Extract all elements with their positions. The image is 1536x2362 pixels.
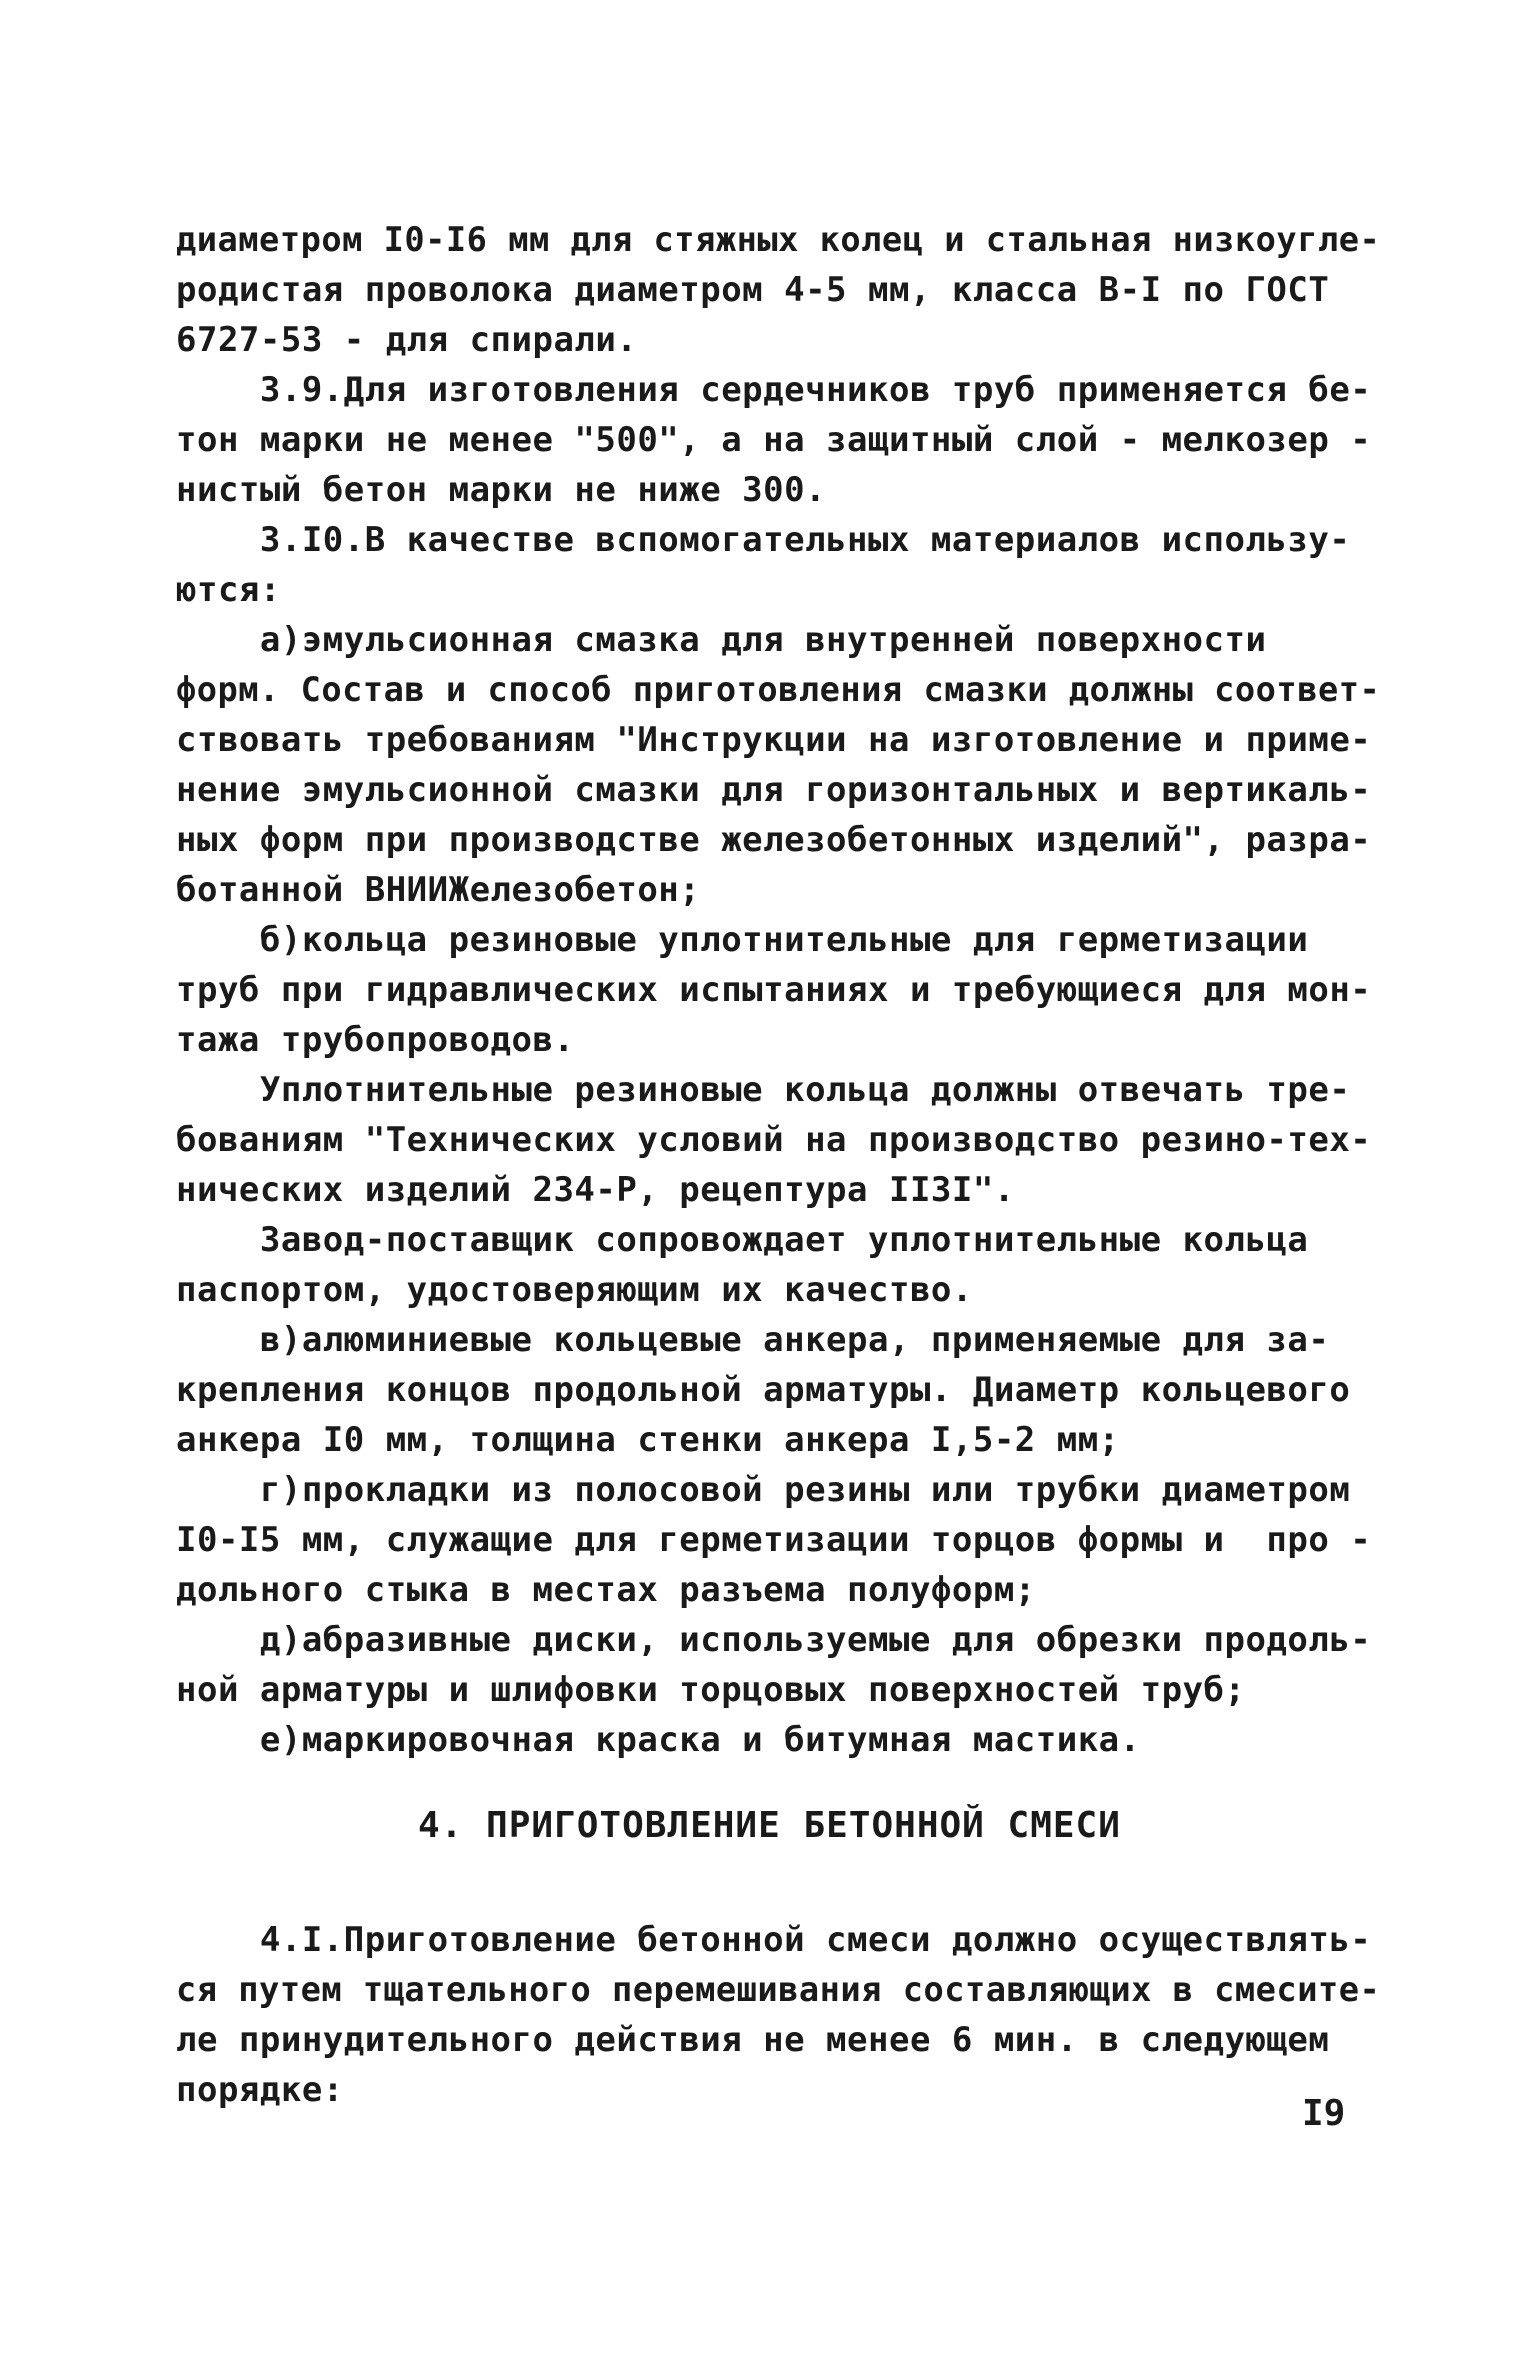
text-line: д)абразивные диски, используемые для обрезки продоль- — [176, 1620, 1372, 1660]
text-line: Уплотнительные резиновые кольца должны отвечать тре- — [176, 1070, 1351, 1110]
text-line: б)кольца резиновые уплотнительные для герметизации — [176, 920, 1309, 960]
text-line: нение эмульсионной смазки для горизонтальных и вертикаль- — [176, 770, 1372, 810]
text-line: труб при гидравлических испытаниях и требующиеся для мон- — [176, 970, 1372, 1010]
text-line: форм. Состав и способ приготовления смазки должны соответ- — [176, 670, 1381, 709]
text-line: порядке: — [176, 2070, 344, 2110]
text-line: нистый бетон марки не ниже 300. — [176, 470, 827, 510]
text-line: ются: — [176, 570, 281, 610]
text-line: тон марки не менее "500", а на защитный слой - мелкозер - — [176, 420, 1372, 460]
text-line: ся путем тщательного перемешивания составляющих в смесите- — [176, 1970, 1381, 2009]
text-line: ствовать требованиям "Инструкции на изготовление и приме- — [176, 720, 1372, 760]
text-line: тажа трубопроводов. — [176, 1020, 575, 1060]
page-number: I9 — [1302, 2093, 1346, 2134]
text-line: е)маркировочная краска и битумная мастика. — [176, 1720, 1141, 1760]
text-line: I0-I5 мм, служащие для герметизации торцов формы и про - — [176, 1520, 1372, 1560]
section-heading: 4. ПРИГОТОВЛЕНИЕ БЕТОННОЙ СМЕСИ — [418, 1805, 1121, 1846]
text-line: анкера I0 мм, толщина стенки анкера I,5-2 мм; — [176, 1420, 1120, 1460]
text-line: 3.9.Для изготовления сердечников труб применяется бе- — [176, 370, 1372, 410]
text-line: ных форм при производстве железобетонных изделий", разра- — [176, 820, 1372, 860]
text-line: 3.I0.В качестве вспомогательных материалов использу- — [176, 520, 1351, 560]
text-line: в)алюминиевые кольцевые анкера, применяемые для за- — [176, 1320, 1330, 1360]
text-line: ботанной ВНИИЖелезобетон; — [176, 870, 701, 910]
text-line: Завод-поставщик сопровождает уплотнительные кольца — [176, 1220, 1309, 1260]
text-line: ной арматуры и шлифовки торцовых поверхностей труб; — [176, 1670, 1246, 1710]
text-line: нических изделий 234-Р, рецептура II3I". — [176, 1170, 1015, 1210]
text-line: ле принудительного действия не менее 6 мин. в следующем — [176, 2020, 1330, 2060]
text-line: дольного стыка в местах разъема полуформ; — [176, 1570, 1036, 1610]
text-line: родистая проволока диаметром 4-5 мм, класса В-I по ГОСТ — [176, 270, 1330, 310]
text-line: паспортом, удостоверяющим их качество. — [176, 1270, 973, 1310]
text-line: г)прокладки из полосовой резины или трубки диаметром — [176, 1470, 1351, 1510]
text-line: диаметром I0-I6 мм для стяжных колец и стальная низкоугле- — [176, 220, 1381, 259]
text-line: а)эмульсионная смазка для внутренней поверхности — [176, 620, 1267, 660]
text-line: 6727-53 - для спирали. — [176, 320, 638, 360]
text-line: 4.I.Приготовление бетонной смеси должно осуществлять- — [176, 1920, 1372, 1960]
text-line: крепления концов продольной арматуры. Диаметр кольцевого — [176, 1370, 1351, 1410]
text-line: бованиям "Технических условий на производство резино-тех- — [176, 1120, 1372, 1160]
